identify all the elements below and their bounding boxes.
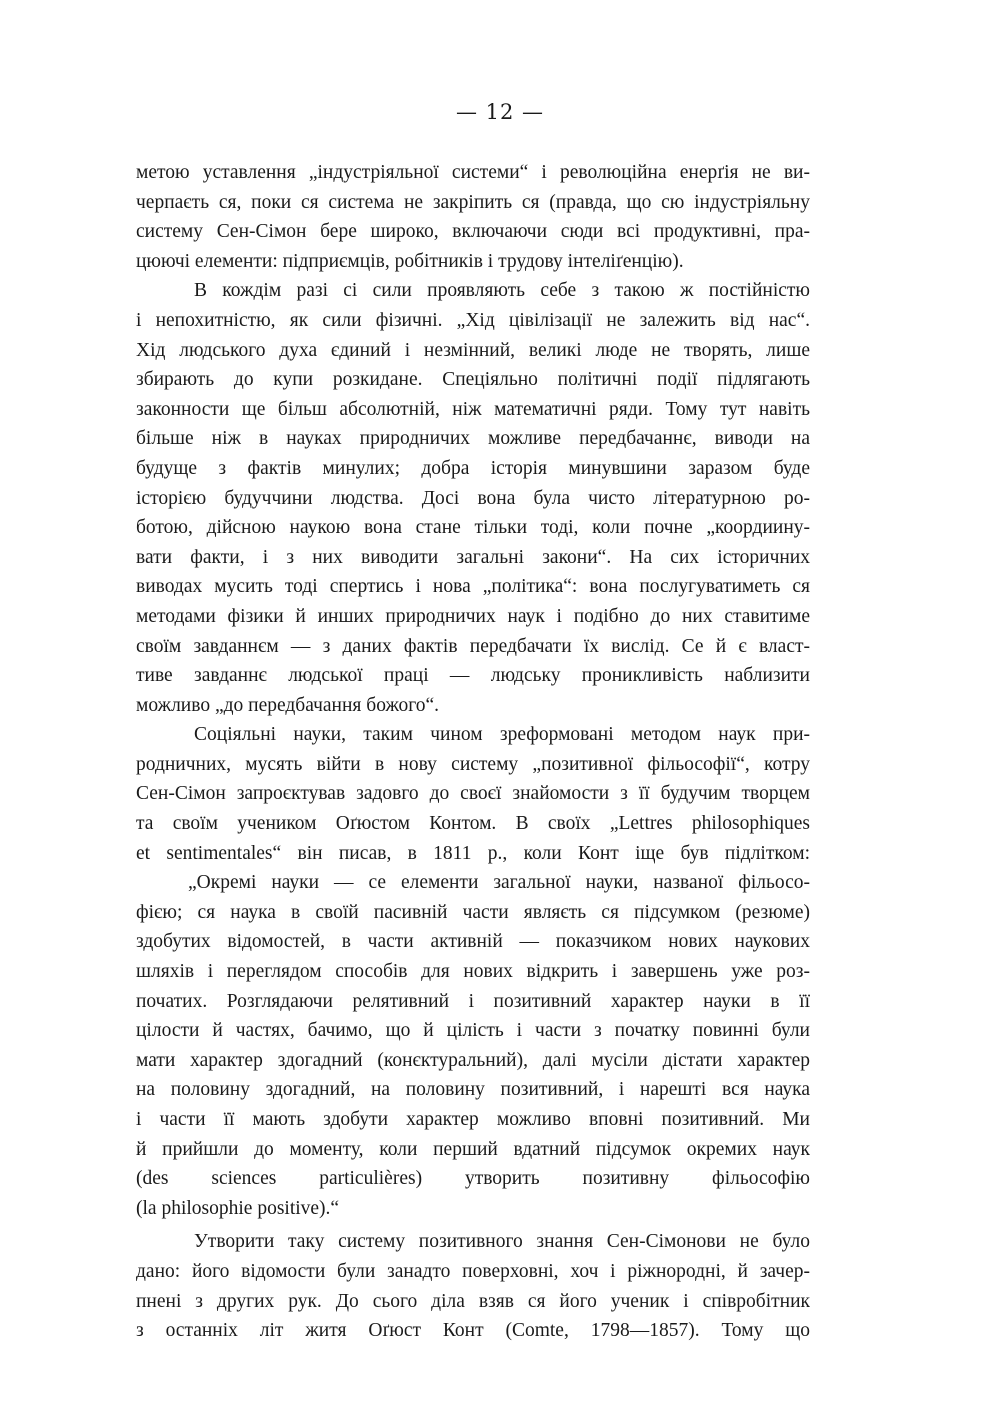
text-line: і части її мають здобути характер можливо вповні позитивний. Ми [136,1109,810,1130]
text-line: тиве завданнє людської праці — людську проникливість наблизити [136,665,810,687]
text-line: здобутих відомостей, в части активній — показчиком нових наукових [136,931,810,953]
text-line: дано: його відомости були занадто поверховні, хоч і ріжнородні, й зачер- [136,1260,810,1282]
text-line: історією будуччини людства. Досі вона була чисто літературною ро- [136,487,810,509]
text-line: систему Сен-Сімон бере широко, включаючи сюди всі продуктивні, пра- [136,221,810,243]
text-line: цюючі елементи: підприємців, робітників і трудову інтеліґенцію). [136,250,684,272]
text-line: Соціяльні науки, таким чином зреформовані методом наук при- [194,724,810,746]
text-line: Сен-Сімон запроєктував задовго до своєї знайомости з її будучим творцем [136,783,810,805]
text-line: й прийшли до моменту, коли перший вдатний підсумок окремих наук [136,1138,810,1160]
paragraph-5 [136,1227,810,1345]
text-line: на половину здогадний, на половину позитивний, і нарешті вся наука [136,1079,810,1101]
text-line: та своїм учеником Оґюстом Контом. В своїх „Lettres philosophiques [136,813,810,835]
text-line: метою уставлення „індустріяльної системи“ і революційна енерґія не ви- [136,162,810,183]
text-line: Утворити таку систему позитивного знання Сен-Сімонови не було [194,1231,810,1253]
text-line: (la philosophie positive).“ [136,1197,340,1219]
text-line: шляхів і переглядом способів для нових відкрить і завершень уже роз- [136,961,810,983]
text-line: ботою, дійсною наукою вона стане тільки тоді, коли почне „коордиину- [136,517,810,539]
text-line: виводах мусить тоді спертись і нова „політика“: вона послугуватиметь ся [136,576,810,598]
text-line: методами фізики й инших природничих наук і подібно до них ставитиме [136,605,810,627]
text-line: пнені з других рук. До сього діла взяв ся його ученик і співробітник [136,1290,810,1312]
text-line: черпаєть ся, поки ся система не закріпить ся (правда, що сю індустріяльну [136,191,810,213]
text-line: вати факти, і з них виводити загальні закони“. На сих історичних [136,546,810,568]
text-line: більше ніж в науках природничих можливе передбачаннє, виводи на [136,428,810,450]
text-line: et sentimentales“ він писав, в 1811 р., коли Конт іще був підлітком: [136,842,810,864]
text-line: будуще з фактів минулих; добра історія минувшини заразом буде [136,457,810,479]
text-line: своїм завданнєм — з даних фактів передбачати їх вислід. Се й є власт- [136,635,810,657]
text-line: родничних, мусять війти в нову систему „позитивної фільософії“, котру [136,753,810,775]
text-line: можливо „до передбачання божого“. [136,694,439,716]
text-line: В кождім разі сі сили проявляють себе з такою ж постійністю [194,280,810,302]
text-line: і непохитністю, як сили фізичні. „Хід цівілізації не залежить від нас“. [136,309,810,331]
text-line: збирають до купи розкидане. Спеціяльно політичні події підлягають [136,369,810,391]
paragraph-1 [136,158,810,276]
page-number: — 12 — [455,100,545,124]
quotation-paragraph [136,868,810,1223]
text-line: фією; ся наука в своїй пасивній части являєть ся підсумком (резюме) [136,901,810,923]
text-line: Хід людського духа єдиний і незмінний, великі люде не творять, лише [136,339,810,361]
body-text [136,158,810,1346]
paragraph-2 [136,276,810,720]
text-line: початих. Розглядаючи релятивний і позитивний характер науки в її [136,990,810,1012]
text-line: цілости й частях, бачимо, що й цілість і части з початку повинні були [136,1020,810,1042]
text-line: (des sciences particulières) утворить позитивну фільософію [136,1168,810,1190]
paragraph-3 [136,720,810,868]
text-line: „Окремі науки — се елементи загальної науки, названої фільосо- [188,872,810,894]
text-line: мати характер здогадний (конєктуральний), далі мусіли дістати характер [136,1049,810,1071]
text-line: з останніх літ житя Оґюст Конт (Comte, 1798—1857). Тому що [136,1320,810,1342]
text-line: законности ще більш абсолютній, ніж математичні ряди. Тому тут навіть [136,398,810,420]
